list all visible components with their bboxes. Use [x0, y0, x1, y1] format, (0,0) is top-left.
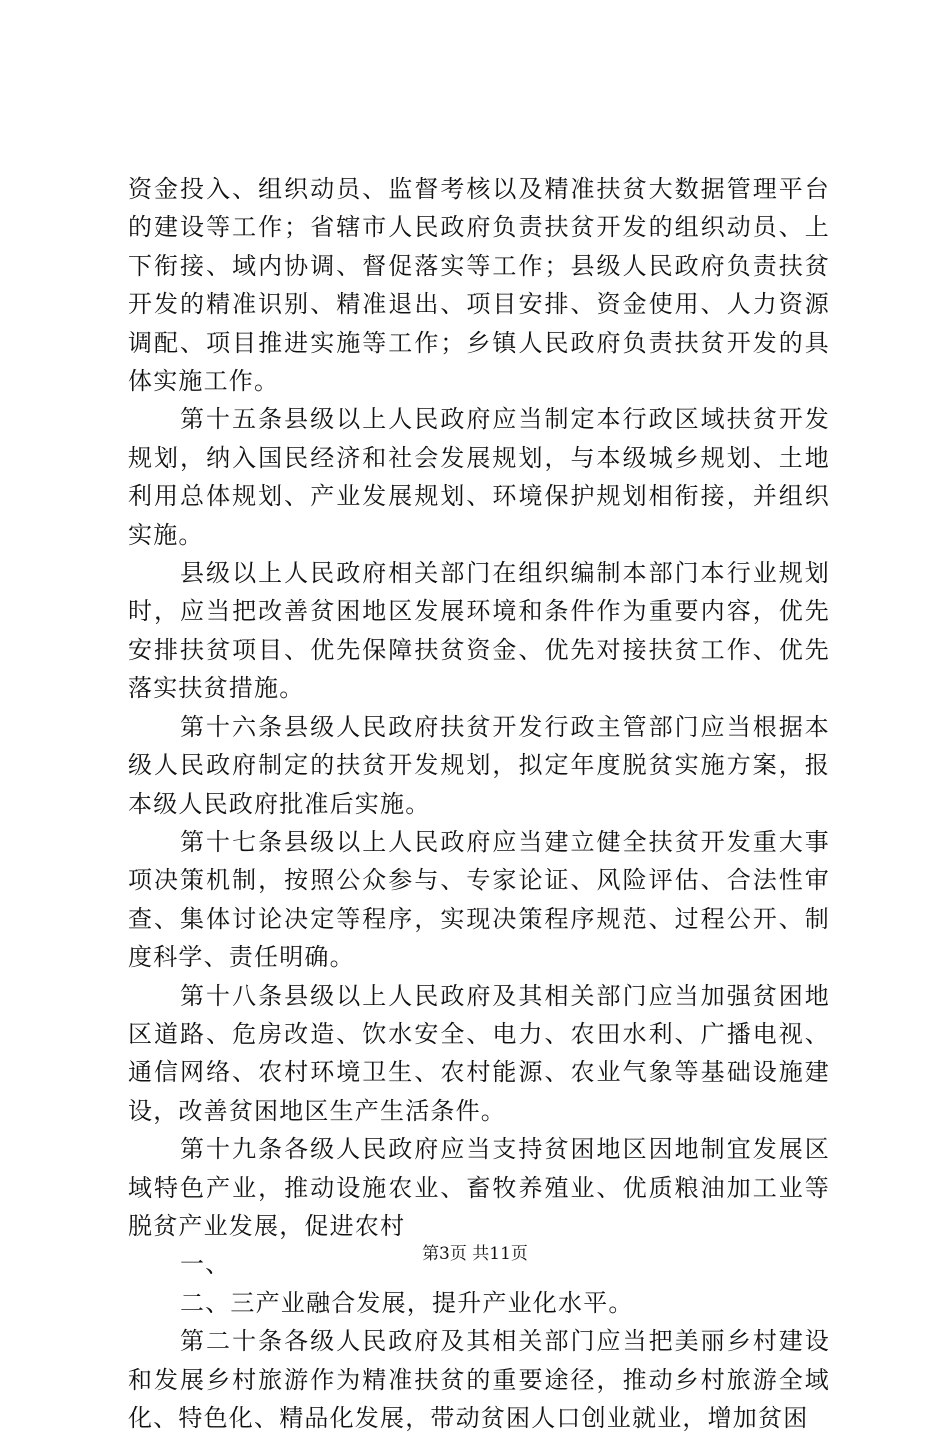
- paragraph-continuation: 资金投入、组织动员、监督考核以及精准扶贫大数据管理平台的建设等工作；省辖市人民政府负责扶贫开发的组织动员、上下衔接、域内协调、督促落实等工作；县级人民政府负责扶贫开发的精准识别、精准退出、项目安排、资金使用、人力资源调配、项目推进实施等工作；乡镇人民政府负责扶贫开发的具体实施工作。: [128, 175, 830, 396]
- article-15: 第十五条县级以上人民政府应当制定本行政区域扶贫开发规划，纳入国民经济和社会发展规划，与本级城乡规划、土地利用总体规划、产业发展规划、环境保护规划相衔接，并组织实施。: [128, 405, 830, 549]
- article-20: 第二十条各级人民政府及其相关部门应当把美丽乡村建设和发展乡村旅游作为精准扶贫的重要途径，推动乡村旅游全域化、特色化、精品化发展，带动贫困人口创业就业，增加贫困: [128, 1327, 830, 1432]
- article-19-continuation: 二、三产业融合发展，提升产业化水平。: [180, 1288, 634, 1317]
- article-18: 第十八条县级以上人民政府及其相关部门应当加强贫困地区道路、危房改造、饮水安全、电力、农田水利、广播电视、通信网络、农村环境卫生、农村能源、农业气象等基础设施建设，改善贫困地区生产生活条件。: [128, 981, 830, 1125]
- article-15-paragraph-2: 县级以上人民政府相关部门在组织编制本部门本行业规划时，应当把改善贫困地区发展环境和条件作为重要内容，优先安排扶贫项目、优先保障扶贫资金、优先对接扶贫工作、优先落实扶贫措施。: [128, 559, 830, 703]
- article-19: 第十九条各级人民政府应当支持贫困地区因地制宜发展区域特色产业，推动设施农业、畜牧养殖业、优质粮油加工业等脱贫产业发展，促进农村: [128, 1135, 830, 1240]
- page-number-footer: 第3页 共11页: [422, 1244, 528, 1264]
- article-16: 第十六条县级人民政府扶贫开发行政主管部门应当根据本级人民政府制定的扶贫开发规划，拟定年度脱贫实施方案，报本级人民政府批准后实施。: [128, 712, 830, 818]
- article-17: 第十七条县级以上人民政府应当建立健全扶贫开发重大事项决策机制，按照公众参与、专家论证、风险评估、合法性审查、集体讨论决定等程序，实现决策程序规范、过程公开、制度科学、责任明确。: [128, 827, 830, 972]
- list-marker-one: 一、: [180, 1250, 231, 1279]
